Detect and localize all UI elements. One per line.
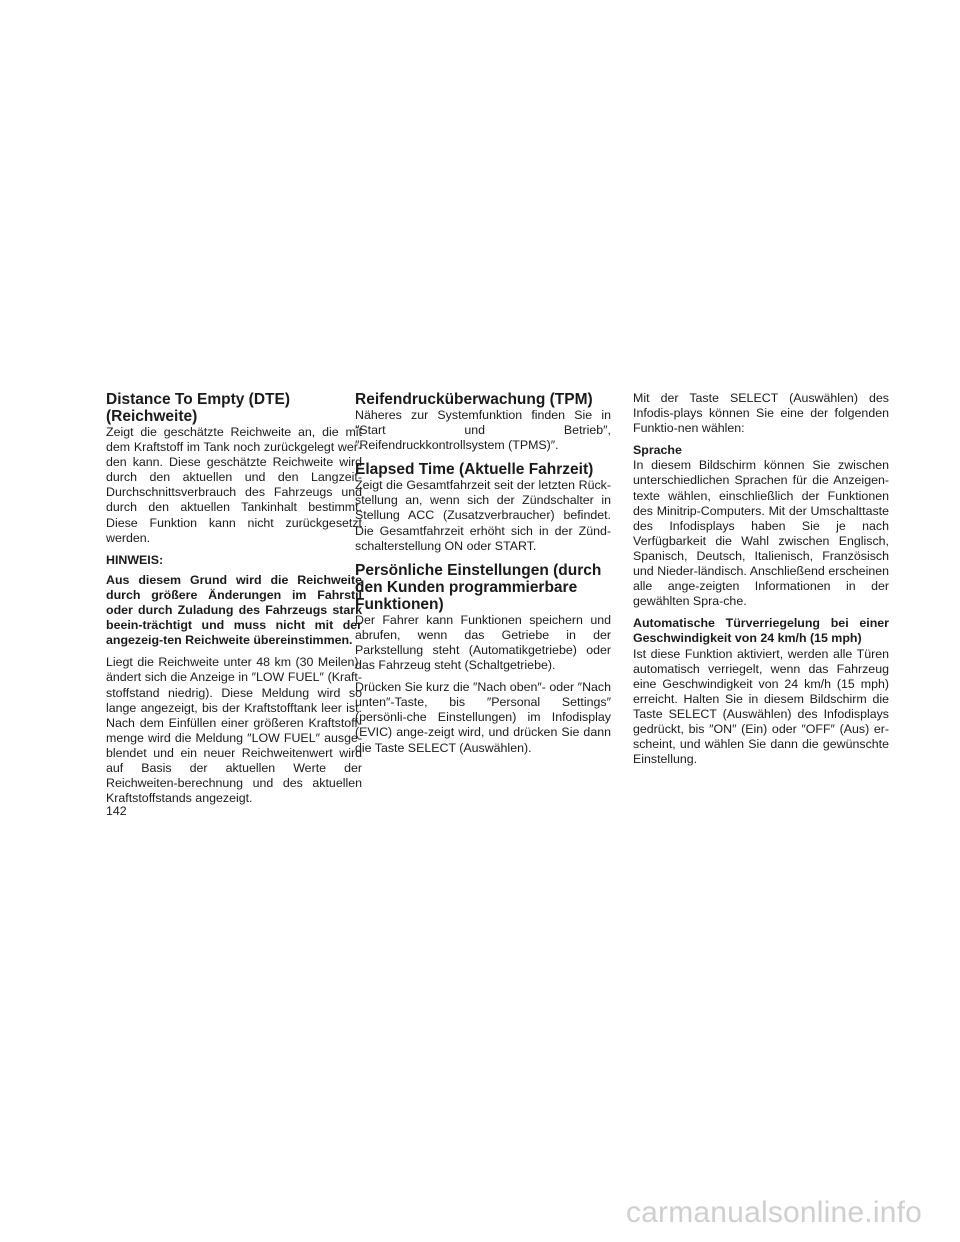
dte-description: Zeigt die geschätzte Reichweite an, die mit dem Kraftstoff im Tank noch zurückgelegt wer-den kann. Diese geschätzte Reichweite wird durch den aktuellen und den Langzeit-Durchschnittsverbrauch des Fahrzeugs und durch den aktuellen Tankinhalt bestimmt. Diese Funktion kann nicht zurückgesetzt werden.	[106, 425, 362, 545]
personal-settings-description: Der Fahrer kann Funktionen speichern und abrufen, wenn das Getriebe in der Parkstellung steht (Automatikgetriebe) oder das Fahrzeug steht (Schaltgetriebe).	[355, 612, 611, 673]
language-label: Sprache	[633, 443, 682, 458]
language-description: In diesem Bildschirm können Sie zwischen unterschiedlichen Sprachen für die Anzeigen-texte wählen, einschließlich der Funktionen des Minitrip-Computers. Mit der Umschalttaste des Infodisplays haben Sie je nach Verfügbarkeit die Wahl zwischen Englisch, Spanisch, Deutsch, Italienisch, Französisch und Nieder-ländisch. Anschließend erscheinen alle ange-zeigten Informationen in der gewählten Spra-che.	[633, 458, 889, 609]
column-2	[355, 391, 611, 763]
column-1	[106, 391, 362, 813]
section-title-elapsed-time: Elapsed Time (Aktuelle Fahrzeit)	[355, 461, 594, 479]
low-fuel-description: Liegt die Reichweite unter 48 km (30 Meilen), ändert sich die Anzeige in ″LOW FUEL″ (Kraft-stoffstand niedrig). Diese Meldung wird so lange angezeigt, bis der Kraftstofftank leer ist. Nach dem Einfüllen einer größeren Kraftstoff-menge wird die Meldung ″LOW FUEL″ ausge-blendet und ein neuer Reichweitenwert wird auf Basis der aktuellen Werte der Reichweiten-berechnung und des aktuellen Kraftstoffstands angezeigt.	[106, 655, 362, 806]
section-title-tpm: Reifendrucküberwachung (TPM)	[355, 391, 593, 408]
section-title-distance-to-empty: Distance To Empty (DTE) (Reichweite)	[106, 391, 291, 425]
auto-door-lock-description: Ist diese Funktion aktiviert, werden alle Türen automatisch verriegelt, wenn das Fahrzeug eine Geschwindigkeit von 24 km/h (15 mph) erreicht. Halten Sie in diesem Bildschirm die Taste SELECT (Auswählen) des Infodisplays gedrückt, bis ″ON″ (Ein) oder ″OFF″ (Aus) er-scheint, und wählen Sie dann die gewünschte Einstellung.	[633, 646, 889, 767]
personal-settings-instructions: Drücken Sie kurz die ″Nach oben″- oder ″Nach unten″-Taste, bis ″Personal Settings″ (persönli-che Einstellungen) im Infodisplay (EVIC) ange-zeigt wird, und drücken Sie dann die Taste SELECT (Auswählen).	[355, 680, 611, 755]
select-intro: Mit der Taste SELECT (Auswählen) des Infodis-plays können Sie eine der folgenden Funktio-nen wählen:	[633, 391, 889, 436]
column-3	[633, 391, 889, 774]
watermark: carmanualsonline.info	[625, 1196, 922, 1229]
page-number: 142	[106, 804, 127, 818]
section-title-personal-settings: Persönliche Einstellungen (durch den Kunden programmierbare Funktionen)	[355, 561, 602, 613]
note-label: HINWEIS:	[106, 552, 164, 567]
auto-door-lock-label: Automatische Türverriegelung bei einer Geschwindigkeit von 24 km/h (15 mph)	[633, 616, 889, 646]
note-text: Aus diesem Grund wird die Reichweite durch größere Änderungen im Fahrstil oder durch Zuladung des Fahrzeugs stark beein-trächtigt und muss nicht mit der angezeig-ten Reichweite übereinstimmen.	[106, 572, 362, 648]
elapsed-time-description: Zeigt die Gesamtfahrzeit seit der letzten Rück-stellung an, wenn sich der Zündschalter in Stellung ACC (Zusatzverbraucher) befindet. Die Gesamtfahrzeit erhöht sich in der Zünd-schalterstellung ON oder START.	[355, 478, 611, 553]
tpm-description: Näheres zur Systemfunktion finden Sie in ″Start und Betrieb″, ″Reifendruckkontrollsystem (TPMS)″.	[355, 408, 611, 453]
